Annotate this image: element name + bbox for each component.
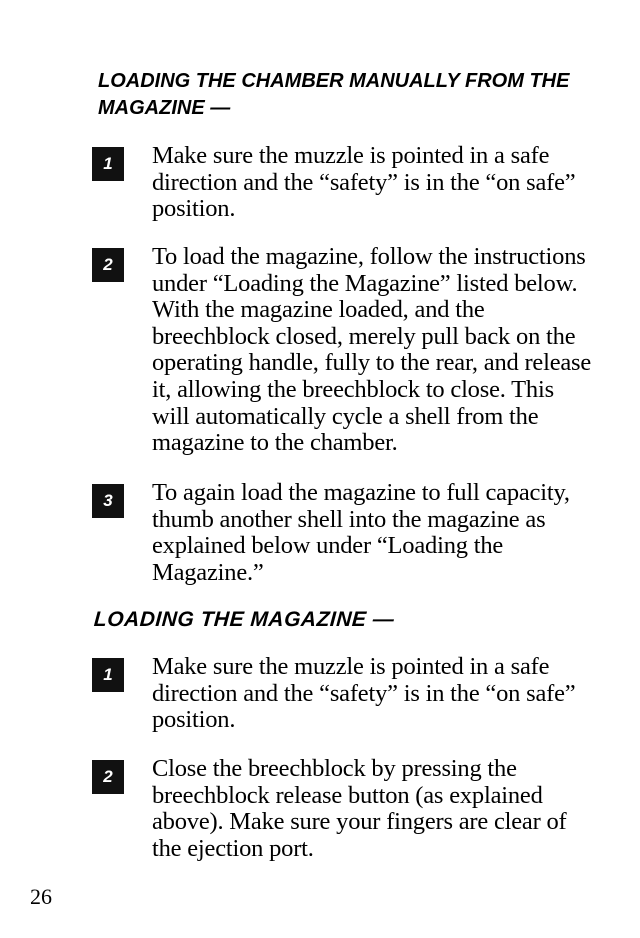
- step-number-badge: 2: [92, 760, 124, 794]
- step-text: To load the magazine, follow the instructions under “Loading the Magazine” listed below. With the magazine loaded, and the breechblock closed, merely pull back on the operating handle, fully to the rear, and release it, allowing the breechblock to close. This will automatically cycle a shell from the magazine to the chamber.: [152, 243, 592, 457]
- section-heading-loading-chamber: LOADING THE CHAMBER MANUALLY FROM THE MAGAZINE —: [98, 70, 570, 119]
- page-number: 26: [30, 884, 52, 909]
- step-number-badge: 1: [92, 147, 124, 181]
- step-text: To again load the magazine to full capacity, thumb another shell into the magazine as explained below under “Loading the Magazine.”: [152, 479, 570, 586]
- step-text: Make sure the muzzle is pointed in a safe direction and the “safety” is in the “on safe” position.: [152, 653, 576, 734]
- section-heading-loading-magazine: LOADING THE MAGAZINE —: [93, 608, 396, 631]
- step-text: Make sure the muzzle is pointed in a safe direction and the “safety” is in the “on safe” position.: [152, 142, 576, 223]
- step-text: Close the breechblock by pressing the breechblock release button (as explained above). Make sure your fingers are clear of the ejection port.: [152, 755, 567, 862]
- step-number-badge: 2: [92, 248, 124, 282]
- step-number-badge: 3: [92, 484, 124, 518]
- step-number-badge: 1: [92, 658, 124, 692]
